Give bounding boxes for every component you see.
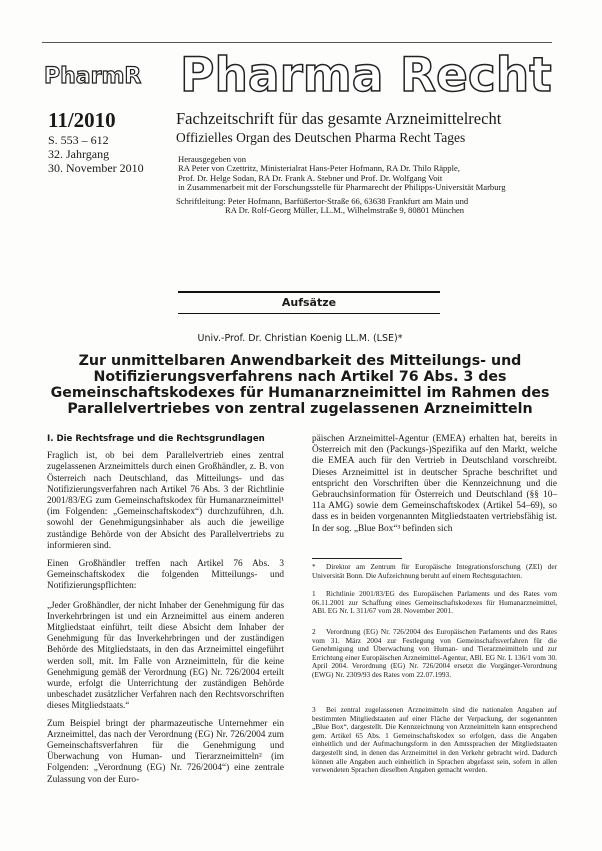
footnote-text: Bei zentral zugelassenen Arzneimitteln sind die nationalen Angaben auf bestimmten Mitgliedstaaten auf einer Fläche der Verpackung, der sogenannten „Blue Box“, dargestellt. Die Kennzeichnung von Arzneimitteln kann entsprechend gem. Artikel 65 Abs. 1 Gemeinschaftskodex so erfolgen, dass die Angaben einheitlich und der Aufmachungsform in den Amtssprachen der Mitgliedstaaten dargestellt sind, in denen das Arzneimittel in den Verkehr gebracht wird. Dadurch können alle Angaben auch einheitlich in Sprachen abgefasst sein, sofern in allen verwendeten Sprachen dieselben Angaben gemacht werden. xyxy=(312,705,557,775)
footnote xyxy=(312,590,557,616)
section-heading: Aufsätze xyxy=(281,296,337,309)
section-rule-top xyxy=(178,291,440,293)
footnote-text: Verordnung (EG) Nr. 726/2004 des Europäischen Parlaments und des Rates vom 31. März 2004 zur Festlegung von Gemeinschaftsverfahren für die Genehmigung und Überwachung von Human- und Tierarzneimitteln und zur Errichtung einer Europäischen Arzneimittel-Agentur, ABl. EG Nr. L 136/1 vom 30. April 2004. Verordnung (EG) Nr. 726/2004 ersetzt die Vorgänger-Verordnung (EWG) Nr. 2309/93 des Rates vom 22.07.1993. xyxy=(312,627,557,679)
footnote-text: Direktor am Zentrum für Europäische Integrationsforschung (ZEI) der Universität Bonn. Die Aufzeichnung beruht auf einem Rechtsgutachten. xyxy=(312,562,557,580)
footnote-number: 3 xyxy=(312,705,316,714)
top-rule xyxy=(42,42,552,43)
editors-line: in Zusammenarbeit mit der Forschungsstelle für Pharmarecht der Philipps-Universität Marburg xyxy=(178,182,506,193)
footnote xyxy=(312,706,557,775)
footnote-text: Richtlinie 2001/83/EG des Europäischen Parlaments und des Rates vom 06.11.2001 zur Schaffung eines Gemeinschaftskodexes für Humanarzneimittel, ABl. EG Nr. L 311/67 vom 28. November 2001. xyxy=(312,589,557,616)
journal-logo: Pharma Recht xyxy=(180,48,552,103)
paragraph: Einen Großhändler treffen nach Artikel 76 Abs. 3 Gemeinschaftskodex die folgenden Mitteilungs- und Notifizierungspflichten: xyxy=(47,559,284,592)
footnote-number: 1 xyxy=(312,589,316,598)
issue-number: 11/2010 xyxy=(48,108,116,132)
footnote xyxy=(312,628,557,680)
volume: 32. Jahrgang xyxy=(48,147,110,161)
schriftleitung-block xyxy=(176,197,468,216)
journal-organ: Offizielles Organ des Deutschen Pharma Recht Tages xyxy=(176,130,466,145)
section-rule-bottom xyxy=(178,313,440,314)
footnote-rule xyxy=(312,558,402,559)
text-column-left xyxy=(47,434,284,793)
footnote-number: 2 xyxy=(312,627,316,636)
article-title: Zur unmittelbaren Anwendbarkeit des Mitteilungs- und Notifizierungsverfahrens nach Artikel 76 Abs. 3 des Gemeinschaftskodexes für Humanarzneimittel im Rahmen des Parallelvertriebes von zentral zugelassenen Arzneimitteln xyxy=(50,353,550,417)
editors-line: Prof. Dr. Helge Sodan, RA Dr. Frank A. Stebner und Prof. Dr. Wolfgang Voit xyxy=(178,172,443,183)
journal-logo-small: PharmR xyxy=(44,64,142,89)
paragraph: päischen Arzneimittel-Agentur (EMEA) erhalten hat, bereits in Österreich mit den (Packungs-)Spezifika auf den Markt, welche die EMEA auch für den Vertrieb in Deutschland vorschreibt. Dieses Arzneimittel ist in deutscher Sprache beschriftet und entspricht den Vorschriften über die Kennzeichnung und die Gebrauchsinformation für Österreich und Deutschland (§§ 10–11a AMG) sowie dem Gemeinschaftskodex (Artikel 54–69), so dass es in beiden vorgenannten Mitgliedstaaten vertriebsfähig ist. In der sog. „Blue Box“³ befinden sich xyxy=(312,434,557,534)
footnote-number: * xyxy=(312,562,316,571)
schriftleitung-line: Schriftleitung: Peter Hofmann, Barfüßertor-Straße 66, 63638 Frankfurt am Main und xyxy=(176,196,469,206)
page-range: S. 553 – 612 xyxy=(48,133,109,147)
footnote xyxy=(312,563,557,580)
quotation: „Jeder Großhändler, der nicht Inhaber der Genehmigung für das Inverkehrbringen ist und ein Arzneimittel aus einem anderen Mitgliedstaat einführt, teilt diese Absicht dem Inhaber der Genehmigung für das Inverkehrbringen und der zuständigen Behörde des Mitgliedstaats, in den das Arzneimittel eingeführt werden soll, mit. Im Falle von Arzneimitteln, für die keine Genehmigung gemäß der Verordnung (EG) Nr. 726/2004 erteilt wurde, erfolgt die Unterrichtung der zuständigen Behörde unbeschadet zusätzlicher Verfahren nach den Rechtsvorschriften dieses Mitgliedstaats.“ xyxy=(47,599,284,711)
schriftleitung-line: RA Dr. Rolf-Georg Müller, LL.M., Wilhelmstraße 9, 80801 München xyxy=(225,205,465,216)
text-column-right xyxy=(312,434,557,542)
paragraph: Zum Beispiel bringt der pharmazeutische Unternehmer ein Arzneimittel, das nach der Verordnung (EG) Nr. 726/2004 zum Gemeinschaftsverfahren für die Genehmigung und Überwachung von Human- und Tierarzneimitteln² (im Folgenden: „Verordnung (EG) Nr. 726/2004“) eine zentrale Zulassung von der Euro- xyxy=(47,718,284,785)
issue-date: 30. November 2010 xyxy=(48,161,144,175)
article-author: Univ.-Prof. Dr. Christian Koenig LL.M. (LSE)* xyxy=(197,333,403,344)
editors-line: Herausgegeben von xyxy=(178,154,247,164)
editors-block xyxy=(178,155,506,193)
editors-line: RA Peter von Czettritz, Ministerialrat Hans-Peter Hofmann, RA Dr. Thilo Räpple, xyxy=(178,163,460,174)
section-subheading: I. Die Rechtsfrage und die Rechtsgrundlagen xyxy=(47,434,265,444)
journal-subtitle: Fachzeitschrift für das gesamte Arzneimittelrecht xyxy=(176,109,502,128)
paragraph: Fraglich ist, ob bei dem Parallelvertrieb eines zentral zugelassenen Arzneimittels durch einen Großhändler, z. B. von Österreich nach Deutschland, das Mitteilungs- und das Notifizierungsverfahren nach Artikel 76 Abs. 3 der Richtlinie 2001/83/EG zum Gemeinschaftskodex für Humanarzneimittel¹ (im Folgenden: „Gemeinschaftskodex“) durchzuführen, d.h. sowohl der Genehmigungsinhaber als auch die jeweilige zuständige Behörde von der Absicht des Parallelvertriebs zu informieren sind. xyxy=(47,451,284,551)
